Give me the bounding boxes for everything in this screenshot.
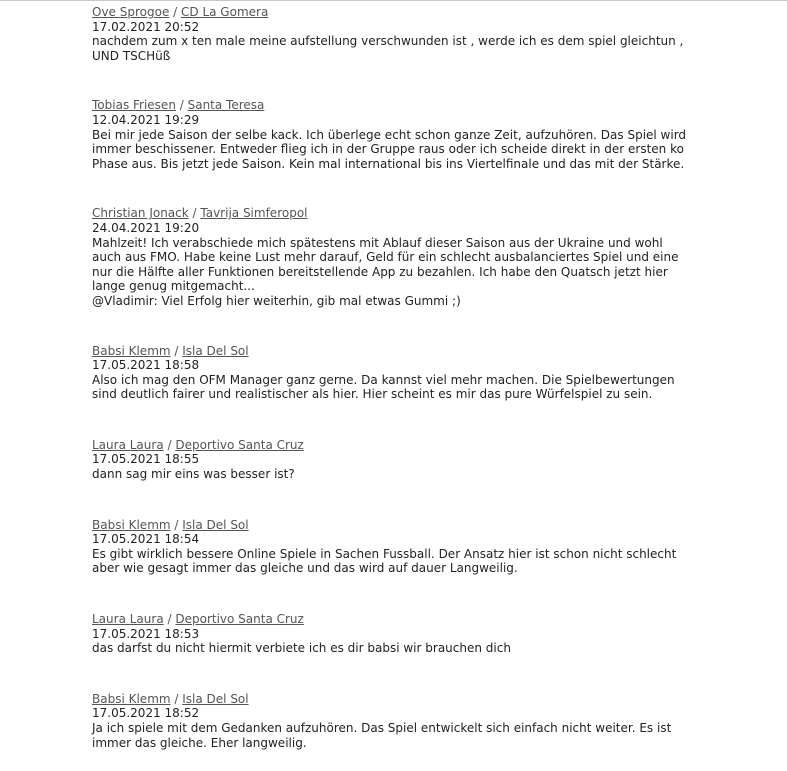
club-link[interactable]: Isla Del Sol — [182, 517, 249, 532]
comment-text-line: auch aus FMO. Habe keine Lust mehr darauf, Geld für ein schlecht ausbalanciertes Spiel und eine — [92, 250, 679, 265]
separator: / — [170, 343, 183, 358]
comment-timestamp: 17.05.2021 18:52 — [92, 706, 200, 721]
comment-text-line: dann sag mir eins was besser ist? — [92, 467, 295, 482]
comment-text-line: Bei mir jede Saison der selbe kack. Ich überlege echt schon ganze Zeit, aufzuhören. Das Spiel wird — [92, 127, 687, 142]
comment-text-line: Phase aus. Bis jetzt jede Saison. Kein mal international bis ins Viertelfinale und das mit der Stärke. — [92, 156, 685, 171]
club-link[interactable]: Deportivo Santa Cruz — [175, 437, 304, 452]
comment-body — [92, 34, 712, 63]
comment-post — [92, 206, 712, 308]
comment-timestamp: 24.04.2021 19:20 — [92, 220, 200, 235]
author-link[interactable]: Babsi Klemm — [92, 691, 171, 706]
comment-timestamp: 12.04.2021 19:29 — [92, 112, 200, 127]
comment-text-line: nur die Hälfte aller Funktionen bereitstellende App zu bezahlen. Ich habe den Quatsch jetzt hier — [92, 264, 668, 279]
separator: / — [169, 5, 182, 19]
comment-post — [92, 612, 712, 656]
comment-header — [92, 612, 712, 627]
separator: / — [163, 437, 176, 452]
comment-header — [92, 98, 712, 113]
comment-text-line: Also ich mag den OFM Manager ganz gerne. Da kannst viel mehr machen. Die Spielbewertungen — [92, 372, 675, 387]
comment-post — [92, 5, 712, 63]
comment-text-line: @Vladimir: Viel Erfolg hier weiterhin, gib mal etwas Gummi ;) — [92, 293, 461, 308]
club-link[interactable]: CD La Gomera — [181, 5, 269, 19]
comment-text-line: immer das gleiche. Eher langweilig. — [92, 735, 307, 750]
comment-timestamp: 17.05.2021 18:54 — [92, 532, 200, 547]
author-link[interactable]: Laura Laura — [92, 437, 164, 452]
separator: / — [188, 206, 201, 221]
comment-header — [92, 438, 712, 453]
club-link[interactable]: Isla Del Sol — [182, 691, 249, 706]
club-link[interactable]: Isla Del Sol — [182, 343, 249, 358]
comment-body — [92, 128, 712, 172]
comment-header — [92, 344, 712, 359]
separator: / — [170, 517, 183, 532]
comment-timestamp: 17.05.2021 18:58 — [92, 358, 200, 373]
comment-header — [92, 692, 712, 707]
comment-text-line: nachdem zum x ten male meine aufstellung verschwunden ist , werde ich es dem spiel gleichtun , — [92, 34, 684, 49]
comment-text-line: Ja ich spiele mit dem Gedanken aufzuhören. Das Spiel entwickelt sich einfach nicht weiter. Es ist — [92, 721, 672, 735]
author-link[interactable]: Ove Sprogoe — [92, 5, 170, 19]
comment-text-line: lange genug mitgemacht... — [92, 279, 255, 294]
comment-text-line: Es gibt wirklich bessere Online Spiele in Sachen Fussball. Der Ansatz hier ist schon nicht schlecht — [92, 546, 677, 561]
comment-text-line: aber wie gesagt immer das gleiche und das wird auf dauer Langweilig. — [92, 561, 518, 576]
comment-post — [92, 344, 712, 402]
comment-text-line: Mahlzeit! Ich verabschiede mich spätestens mit Ablauf dieser Saison aus der Ukraine und wohl — [92, 235, 663, 250]
comment-header — [92, 5, 712, 20]
comment-text-line: immer beschissener. Entweder flieg ich in der Gruppe raus oder ich scheide direkt in der ersten ko — [92, 142, 684, 157]
author-link[interactable]: Babsi Klemm — [92, 517, 171, 532]
comment-body — [92, 373, 712, 402]
comment-body — [92, 467, 712, 482]
comment-body — [92, 236, 712, 309]
comment-body — [92, 721, 712, 750]
comment-post — [92, 438, 712, 482]
comment-timestamp: 17.05.2021 18:55 — [92, 452, 200, 467]
author-link[interactable]: Babsi Klemm — [92, 343, 171, 358]
author-link[interactable]: Christian Jonack — [92, 206, 189, 221]
comment-text-line: UND TSCHüß — [92, 48, 171, 63]
author-link[interactable]: Laura Laura — [92, 612, 164, 627]
comment-header — [92, 206, 712, 221]
club-link[interactable]: Deportivo Santa Cruz — [175, 612, 304, 627]
comment-header — [92, 518, 712, 533]
separator: / — [170, 691, 183, 706]
comment-text-line: sind deutlich fairer und realistischer als hier. Hier scheint es mir das pure Würfelspiel zu sein. — [92, 387, 653, 402]
club-link[interactable]: Santa Teresa — [187, 98, 265, 113]
separator: / — [175, 98, 188, 113]
comment-feed — [92, 5, 712, 750]
comment-timestamp: 17.05.2021 18:53 — [92, 626, 200, 641]
comment-post — [92, 692, 712, 750]
club-link[interactable]: Tavrija Simferopol — [200, 206, 308, 221]
author-link[interactable]: Tobias Friesen — [92, 98, 176, 113]
comment-post — [92, 98, 712, 171]
comment-text-line: das darfst du nicht hiermit verbiete ich es dir babsi wir brauchen dich — [92, 641, 511, 656]
comment-timestamp: 17.02.2021 20:52 — [92, 19, 200, 34]
comment-post — [92, 518, 712, 576]
comment-body — [92, 547, 712, 576]
comment-body — [92, 641, 712, 656]
top-divider — [0, 0, 787, 1]
separator: / — [163, 612, 176, 627]
